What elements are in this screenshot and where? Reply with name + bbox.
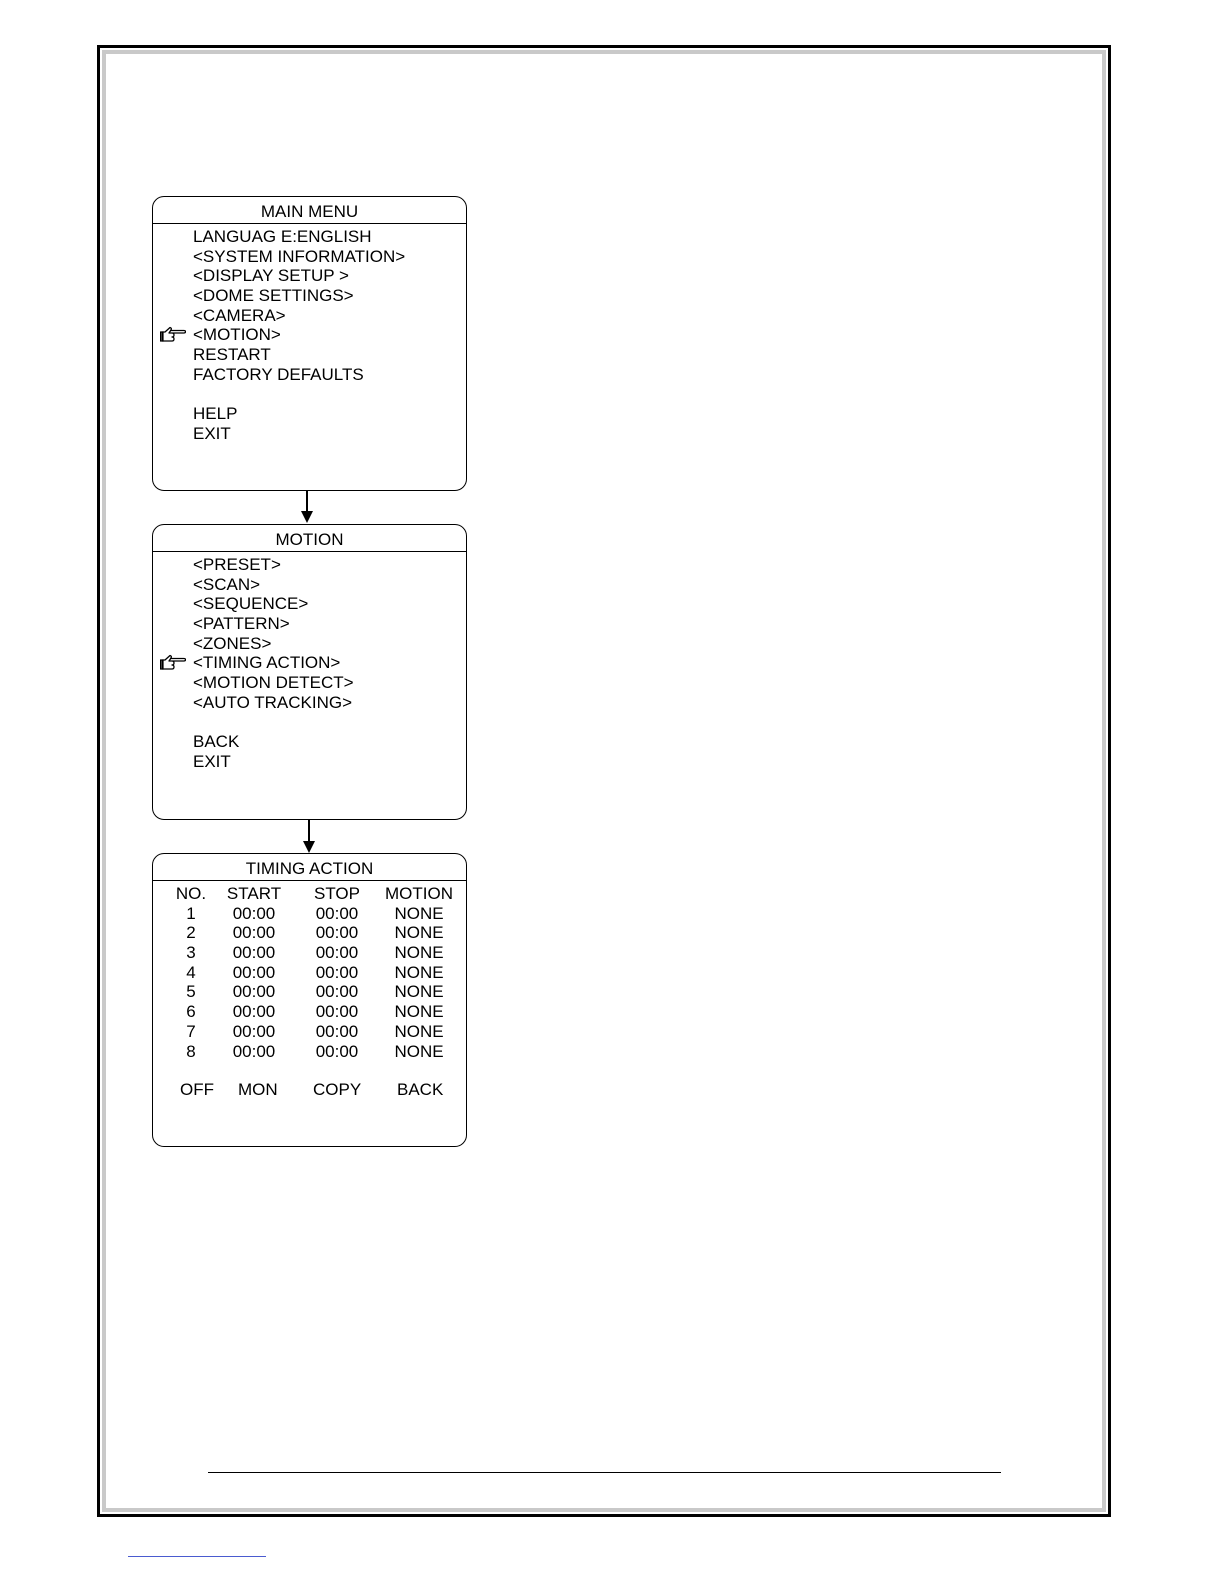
arrow-down-icon [302,820,316,853]
cell-start[interactable]: 00:00 [232,903,276,923]
table-row[interactable] [153,1022,465,1042]
column-header-stop: STOP [314,884,360,903]
timing-action-footer [153,1080,465,1100]
cell-motion[interactable]: NONE [394,923,444,943]
motion-menu-item-pattern[interactable]: <PATTERN> [193,614,290,634]
cell-start[interactable]: 00:00 [232,962,276,982]
timing-action-title: TIMING ACTION [153,854,466,881]
motion-menu-item-zones[interactable]: <ZONES> [193,633,272,653]
cell-motion[interactable]: NONE [394,962,444,982]
footer-link-underline [128,1556,266,1557]
cell-stop[interactable]: 00:00 [315,1021,359,1041]
cell-stop[interactable]: 00:00 [315,962,359,982]
motion-menu-title: MOTION [153,525,466,552]
cell-start[interactable]: 00:00 [232,1021,276,1041]
footer-rule [208,1472,1001,1473]
cell-stop[interactable]: 00:00 [315,982,359,1002]
main-menu-list [193,227,405,444]
main-menu-item-help[interactable]: HELP [193,404,238,424]
cell-no: 6 [186,1002,196,1022]
main-menu-item-system-information[interactable]: <SYSTEM INFORMATION> [193,246,406,266]
table-row[interactable] [153,982,465,1002]
footer-option-copy[interactable]: COPY [313,1080,362,1099]
motion-menu-panel [152,524,467,820]
cell-no: 4 [186,962,196,982]
table-row[interactable] [153,963,465,983]
motion-menu-item-sequence[interactable]: <SEQUENCE> [193,594,309,614]
motion-menu-item-preset[interactable]: <PRESET> [193,555,281,574]
timing-action-panel [152,853,467,1147]
cell-stop[interactable]: 00:00 [315,903,359,923]
main-menu-item-languag-e-english[interactable]: LANGUAG E:ENGLISH [193,227,372,246]
footer-option-mon[interactable]: MON [238,1080,278,1099]
main-menu-item-dome-settings[interactable]: <DOME SETTINGS> [193,286,354,306]
footer-option-off[interactable]: OFF [180,1080,214,1099]
timing-action-table [153,884,465,1061]
motion-menu-item-motion-detect[interactable]: <MOTION DETECT> [193,673,354,693]
cell-no: 7 [186,1021,196,1041]
cell-no: 8 [186,1041,196,1061]
cell-start[interactable]: 00:00 [232,982,276,1002]
table-row[interactable] [153,943,465,963]
main-menu-item-exit[interactable]: EXIT [193,423,231,443]
footer-option-back[interactable]: BACK [397,1080,444,1099]
pointing-hand-icon [160,654,186,672]
cell-stop[interactable]: 00:00 [315,1002,359,1022]
motion-menu-item-timing-action[interactable]: <TIMING ACTION> [193,653,354,673]
table-header-row [153,884,465,904]
cell-stop[interactable]: 00:00 [315,923,359,943]
main-menu-panel [152,196,467,491]
main-menu-item-motion[interactable]: <MOTION> [193,325,405,345]
table-row[interactable] [153,923,465,943]
cell-motion[interactable]: NONE [394,1002,444,1022]
cell-motion[interactable]: NONE [394,982,444,1002]
table-row[interactable] [153,904,465,924]
motion-menu-spacer [193,713,354,733]
table-row[interactable] [153,1042,465,1062]
cell-no: 1 [186,903,196,923]
motion-menu-list [193,555,354,772]
cell-start[interactable]: 00:00 [232,1002,276,1022]
cell-stop[interactable]: 00:00 [315,943,359,963]
pointing-hand-icon [160,326,186,344]
motion-menu-item-scan[interactable]: <SCAN> [193,574,261,594]
main-menu-spacer [193,385,405,405]
cell-motion[interactable]: NONE [394,943,444,963]
cell-start[interactable]: 00:00 [232,1041,276,1061]
cell-motion[interactable]: NONE [394,1041,444,1061]
cell-motion[interactable]: NONE [394,903,444,923]
table-row[interactable] [153,1002,465,1022]
motion-menu-item-back[interactable]: BACK [193,732,240,752]
main-menu-item-display-setup[interactable]: <DISPLAY SETUP > [193,266,349,286]
cell-start[interactable]: 00:00 [232,943,276,963]
main-menu-item-factory-defaults[interactable]: FACTORY DEFAULTS [193,364,364,384]
cell-no: 3 [186,943,196,963]
cell-stop[interactable]: 00:00 [315,1041,359,1061]
cell-no: 5 [186,982,196,1002]
cell-start[interactable]: 00:00 [232,923,276,943]
main-menu-item-restart[interactable]: RESTART [193,345,271,365]
column-header-motion: MOTION [385,884,453,903]
motion-menu-item-auto-tracking[interactable]: <AUTO TRACKING> [193,692,353,712]
arrow-down-icon [300,491,314,523]
cell-no: 2 [186,923,196,943]
column-header-start: START [226,884,282,903]
motion-menu-item-exit[interactable]: EXIT [193,751,231,771]
main-menu-item-camera[interactable]: <CAMERA> [193,305,286,325]
cell-motion[interactable]: NONE [394,1021,444,1041]
main-menu-title: MAIN MENU [153,197,466,224]
column-header-no: NO. [175,884,207,903]
